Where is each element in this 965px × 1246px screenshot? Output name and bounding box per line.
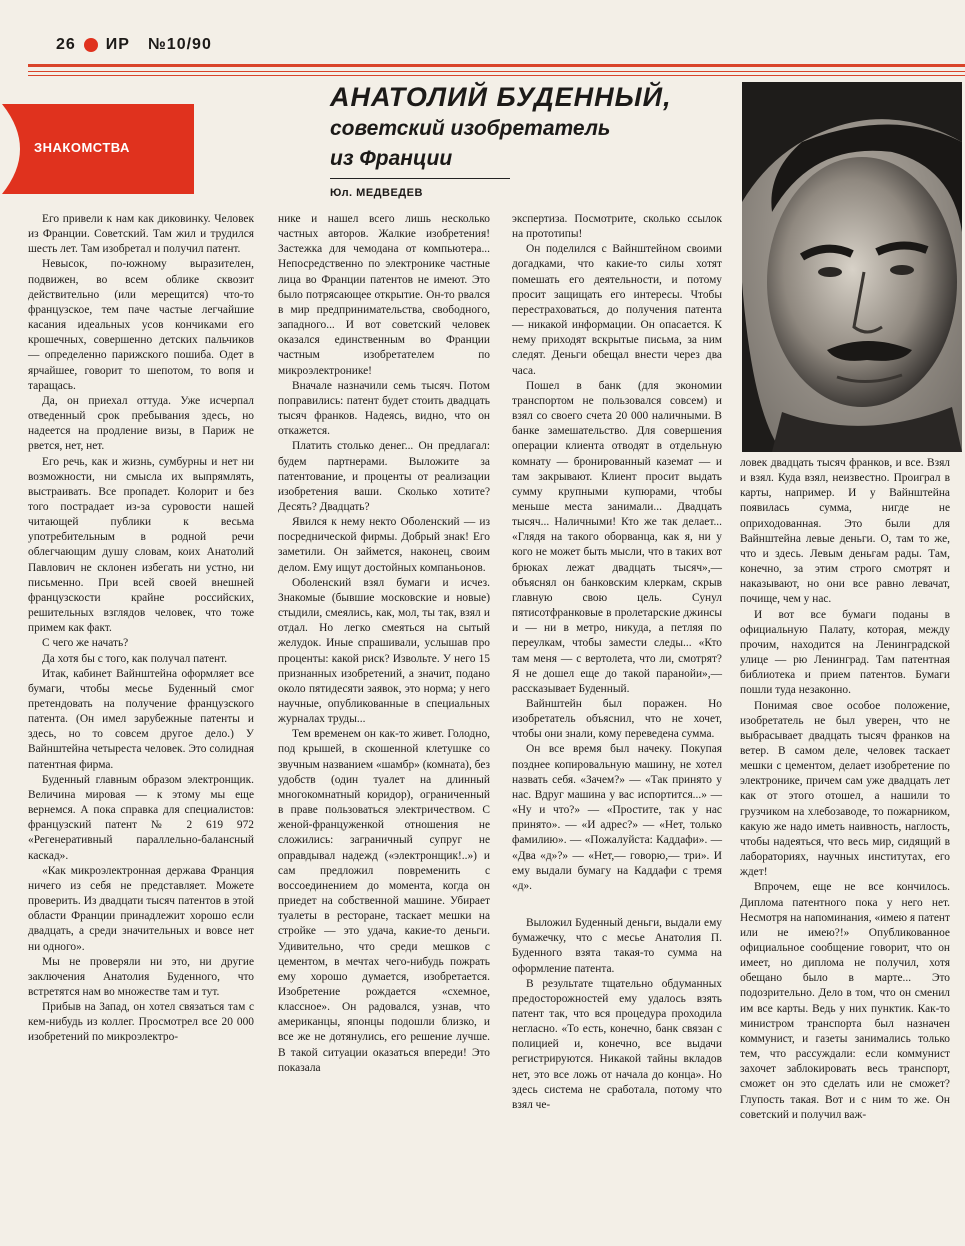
- page-number: 26: [56, 36, 76, 53]
- paragraph: Невысок, по-южному выразителен, подвижен, во всем облике сквозит действительно (или мерещится) что-то французское, тем паче частые легчайшие касания идеальных усов кончиками его крошечных, совершенно детских пальчиков — определенно парижского пошиба. Одет в ярчайшее, говорит то шепотом, то вопя и таращась.: [28, 258, 254, 392]
- paragraph: Мы не проверяли ни это, ни другие заключения Анатолия Буденного, что встретятся нам во множестве там и тут.: [28, 955, 254, 998]
- header-rule-middle: [28, 71, 965, 72]
- paragraph: Он поделился с Вайнштейном своими догадками, что какие-то силы хотят помешать его деятельности, и потому просит защищать его интересы. Чтобы перестраховаться, до получения патента — никакой информации. Он опасается. К нему приходят вскрытые письма, за ним следят. Деньги обещал внести через два часа.: [512, 243, 722, 377]
- paragraph: Тем временем он как-то живет. Голодно, под крышей, в скошенной клетушке со звучным названием «шамбр» (комната), без удобств (один туалет на длинный многокомнатный коридор), ограниченный в праве пользоваться электричеством. С женой-француженкой отношения не сложились: заграничный супруг не оправдывал надежд («электронщик!..») и сам предложил повременить с воссоединением до момента, когда он приедет на собственной машине. Убирает туалеты в ресторане, таскает мешки на стройке — это удача, какие-то деньги. Удивительно, что среди мешков с цементом, в мечтах чего-нибудь пожрать ему хорошо думается, изобретается. Изобретение рождается «схемное, классное». Он радовался, узнав, что американцы, японцы подошли близко, и все же не дотянулись, его решение лучше. В такой ситуации оказаться впереди! Это показала: [278, 728, 491, 1074]
- paragraph: Вначале назначили семь тысяч. Потом поправились: патент будет стоить двадцать тысяч франков. Надеясь, видно, что он откажется.: [278, 379, 490, 438]
- paragraph: Выложил Буденный деньги, выдали ему бумажечку, что с месье Анатолия П. Буденного взята такая-то сумма на оформление патента.: [512, 917, 722, 975]
- author-byline: Юл. МЕДВЕДЕВ: [330, 187, 423, 199]
- paragraph: Буденный главным образом электронщик. Величина мировая — к этому мы еще вернемся. А пока справка для специалистов: французский патент № 2 619 972 «Регенеративный параллельно-балансный каскад».: [28, 773, 254, 862]
- paragraph: Его речь, как и жизнь, сумбурны и нет ни возможности, ни смысла их выпрямлять, выстраивать. Все пропадет. Колорит и без того пострадает из-за суровости нашей читающей публики к весьма употребительным в родной речи облегчающим душу словам, коих Анатолий Павлович не склонен избегать ни устно, ни письменно. При всей своей внешней французскости крайне российских, решительных взглядов человек, что тоже примем как факт.: [28, 455, 254, 635]
- paragraph: Его привели к нам как диковинку. Человек из Франции. Советский. Там жил и трудился шесть лет. Там изобретал и получил патент.: [28, 213, 254, 256]
- header-rule-bottom: [28, 75, 965, 76]
- paragraph: «Как микроэлектронная держава Франция ничего из себя не представляет. Можете проверить. Из двадцати тысяч патентов в этой области Франции принадлежит хорошо если двадцать, а среди значительных и вовсе нет ни одного».: [28, 864, 254, 953]
- text-column-3: [512, 212, 722, 1113]
- paragraph: нике и нашел всего лишь несколько частных авторов. Жалкие изобретения! Застежка для чемодана от компьютера... Непосредственно по электронике частные лица во Франции патентов не имеют. Это было потрясающее открытие. Он-то рвался в мир предпринимательства, свободного, западного... И вот советский человек оказался единственным во Франции частным изобретателем по микроэлектронике!: [278, 213, 490, 377]
- paragraph: экспертиза. Посмотрите, сколько ссылок на прототипы!: [512, 213, 722, 241]
- paragraph: Явился к нему некто Оболенский — из посреднической фирмы. Добрый знак! Его заметили. Он займется, наконец, своим делом. Ему ищут достойных компаньонов.: [278, 516, 490, 574]
- rubric-banner: [2, 104, 194, 194]
- title-subtitle-2: из Франции: [330, 147, 453, 170]
- paragraph: Платить столько денег... Он предлагал: будем партнерами. Выложите за патентование, и проценты от реализации изобретения ваши. Сколько хотите? Десять? Двадцать?: [278, 440, 490, 513]
- paragraph: Прибыв на Запад, он хотел связаться там с кем-нибудь из коллег. Просмотрел все 20 000 изобретений по микроэлектро-: [28, 1001, 254, 1044]
- journal-name: ИР: [105, 36, 130, 53]
- paragraph: Он все время был начеку. Покупая позднее копировальную машину, не хотел назвать себя. «Зачем?» — «Так принято у нас. Вдруг машина у вас испортится...» — «Ну и что?» — «Простите, так у нас принято». — «И адрес?» — «Нет, только фамилию». — «Пожалуйста: Каддафи». — «Два «д»?» — «Нет,— говорю,— три». И ему выдали бумагу на Каддафи с тремя «д».: [512, 743, 722, 892]
- title-subtitle-1: советский изобретатель: [330, 117, 611, 140]
- paragraph: Впрочем, еще не все кончилось. Диплома патентного пока у него нет. Несмотря на напоминания, «имею я патент или не имею?!» Опубликованное официальное сообщение говорит, что он имеет, но диплома не получил, хотя обещано было в марте... Это подозрительно. Дело в том, что он сменил им все карты. Ведь у них пунктик. Как-то министром транспорта был назначен коммунист, и газеты занимались только тем, что рассуждали: если коммунист захочет заблокировать весь транспорт, сможет он это сделать или не сможет? Глупость такая. Вот и с ним то же. Он советский и получил важ-: [740, 881, 950, 1121]
- red-dot-icon: [84, 38, 98, 52]
- paragraph: И вот все бумаги поданы в официальную Палату, которая, между прочим, находится на Ленинградской улице — рю Ленинград. Там патентная библиотека и прием патентов. Бумаги пошли туда незаконно.: [740, 608, 950, 697]
- page-header: [56, 32, 212, 58]
- text-column-1: [28, 212, 254, 1046]
- paragraph: Вайнштейн был поражен. Но изобретатель объяснил, что не хочет, чтобы они знали, кому переведена сумма.: [512, 698, 722, 741]
- header-rule-top: [28, 64, 965, 67]
- paragraph: ловек двадцать тысяч франков, и все. Взял и взял. Куда взял, неизвестно. Проиграл в карты, например. И у Вайнштейна появилась сумма, нигде не оприходованная. Это были для Вайнштейна левые деньги. О, там то же, что и здесь. Левым деньгам рады. Там, конечно, за этим строго смотрят и наказывают, но они все равно левачат, почище, чем у нас.: [740, 457, 950, 606]
- text-column-2: [278, 212, 490, 1076]
- paragraph: Да, он приехал оттуда. Уже исчерпал отведенный срок пребывания здесь, но надеется на продление визы, в Париж не рвется, нет, нет.: [28, 394, 254, 453]
- issue-number: №10/90: [147, 36, 212, 53]
- paragraph: С чего же начать?: [42, 637, 129, 650]
- portrait-photo: [742, 82, 962, 452]
- title-name: АНАТОЛИЙ БУДЕННЫЙ,: [330, 82, 672, 112]
- rubric-label: ЗНАКОМСТВА: [34, 140, 130, 155]
- paragraph: В результате тщательно обдуманных предосторожностей ему удалось взять патент так, что вся процедура проходила негласно. «То есть, конечно, банк связан с полицией и, конечно, все выдачи регистрируются. Никакой тайны вкладов нет, это все ложь от начала до конца». Но здесь система не сработала, потому что взял че-: [512, 977, 722, 1111]
- byline-rule: [330, 178, 510, 179]
- text-column-4: [740, 456, 950, 1123]
- section-gap: [512, 894, 722, 916]
- paragraph: Пошел в банк (для экономии транспортом не пользовался совсем) и взял со своего счета 20 000 наличными. В банке замешательство. Для совершения операции клиента отводят в отдельную комнату — бронированный каземат — и там закрывают. Клиент просит выдать сумму крупными купюрами, чтобы меньше места занимали... Двадцать тысяч... Наличными! Кто же так делает... «Глядя на такого оборванца, как я, ни у кого не может быть мысли, что в таких вот брюках лежат двадцать тысяч»,— объяснял он банковским клеркам, скрыв главную свою цель. Сунул пятисотфранковые в пролетарские джинсы и — ни в метро, никуда, а петляя по переулкам, чтобы замести следы... «Кто там меня — с вертолета, что ли, смотрят? Я не дошел еще до такой паранойи»,— рассказывает Буденный.: [512, 379, 722, 695]
- article-title: [330, 80, 720, 174]
- paragraph: Понимая свое особое положение, изобретатель не был уверен, что не выбрасывает двадцать тысяч франков на ветер. В самом деле, человек таскает мешки с цементом, делает изобретение по электронике, причем сам уже двадцать лет как от этого отошел, а нашили то грузчиком на хлебозаводе, то пожарником, какую же надо иметь наивность, наглость, чтобы надеяться, что весь мир, сидящий в лабораториях, научных институтах, его ждет!: [740, 699, 950, 879]
- paragraph: Оболенский взял бумаги и исчез. Знакомые (бывшие московские и новые) стыдили, смеялись, как, мол, ты так, взял и отдал. Но легко смеяться на сытый желудок. Иные спрашивали, услышав про проценты: какой риск? Извольте. У него 15 признанных изобретений, а значит, подано около пятидесяти заявок, это норма; у него научные, опубликованные в специальных журналах труды...: [278, 576, 490, 726]
- paragraph: Да хотя бы с того, как получал патент.: [42, 652, 228, 665]
- paragraph: Итак, кабинет Вайнштейна оформляет все бумаги, чтобы месье Буденный смог претендовать на получение французского патента. (Он имел зарубежные патенты и здесь, но то совсем другое дело.) У Вайнштейна четыреста человек. Это солидная патентная фирма.: [28, 667, 254, 771]
